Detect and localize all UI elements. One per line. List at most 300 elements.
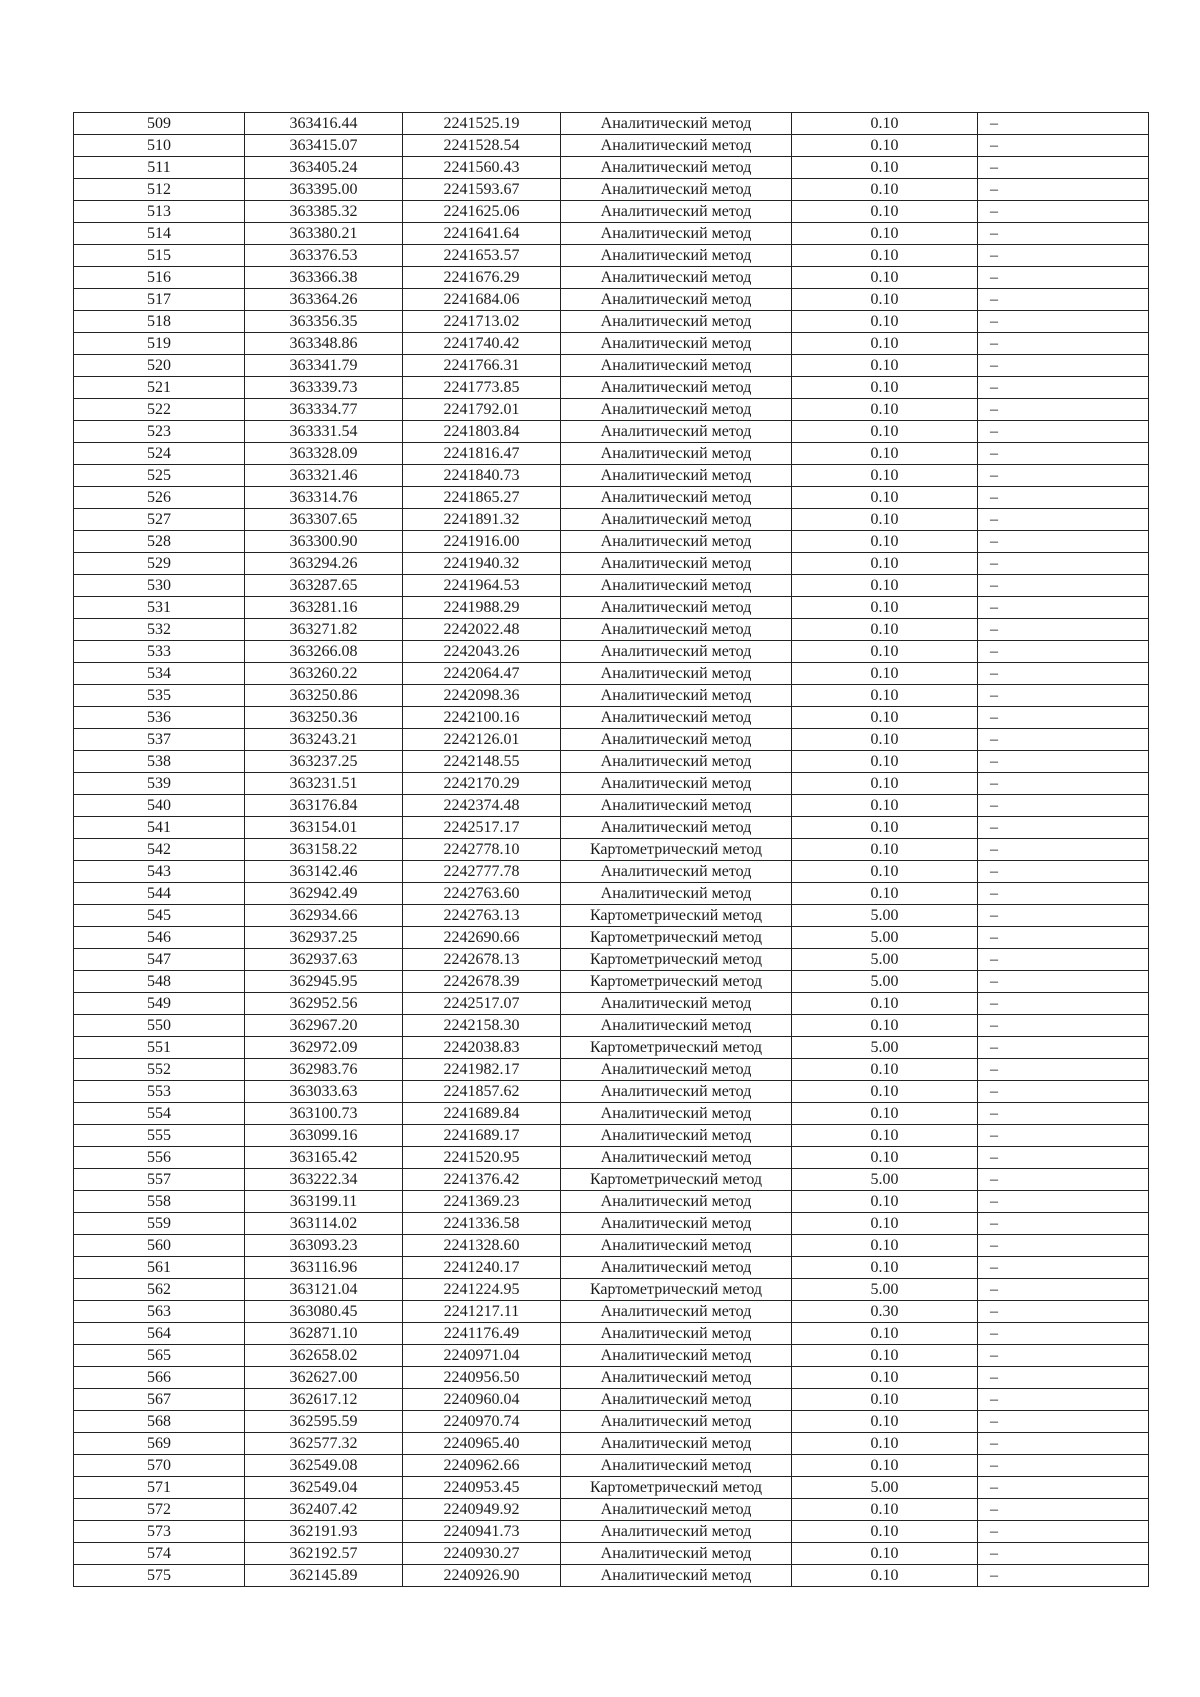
method-cell: Аналитический метод [561, 201, 792, 223]
x-coordinate-cell: 362549.04 [245, 1477, 403, 1499]
accuracy-cell: 0.10 [792, 377, 978, 399]
description-cell: – [978, 729, 1149, 751]
method-cell: Картометрический метод [561, 1169, 792, 1191]
description-cell: – [978, 1059, 1149, 1081]
method-cell: Аналитический метод [561, 509, 792, 531]
description-cell: – [978, 1213, 1149, 1235]
x-coordinate-cell: 363100.73 [245, 1103, 403, 1125]
description-cell: – [978, 685, 1149, 707]
description-cell: – [978, 1235, 1149, 1257]
y-coordinate-cell: 2240949.92 [403, 1499, 561, 1521]
accuracy-cell: 0.10 [792, 1499, 978, 1521]
point-number-cell: 539 [74, 773, 245, 795]
y-coordinate-cell: 2242763.60 [403, 883, 561, 905]
y-coordinate-cell: 2242678.39 [403, 971, 561, 993]
table-row [74, 267, 1149, 289]
point-number-cell: 568 [74, 1411, 245, 1433]
x-coordinate-cell: 363321.46 [245, 465, 403, 487]
table-row [74, 861, 1149, 883]
x-coordinate-cell: 363328.09 [245, 443, 403, 465]
y-coordinate-cell: 2242763.13 [403, 905, 561, 927]
y-coordinate-cell: 2241560.43 [403, 157, 561, 179]
x-coordinate-cell: 362972.09 [245, 1037, 403, 1059]
table-row [74, 993, 1149, 1015]
point-number-cell: 517 [74, 289, 245, 311]
accuracy-cell: 0.10 [792, 641, 978, 663]
y-coordinate-cell: 2242100.16 [403, 707, 561, 729]
x-coordinate-cell: 363116.96 [245, 1257, 403, 1279]
point-number-cell: 574 [74, 1543, 245, 1565]
table-row [74, 1169, 1149, 1191]
x-coordinate-cell: 362627.00 [245, 1367, 403, 1389]
table-row [74, 399, 1149, 421]
table-row [74, 465, 1149, 487]
accuracy-cell: 0.10 [792, 729, 978, 751]
accuracy-cell: 0.10 [792, 1257, 978, 1279]
method-cell: Аналитический метод [561, 267, 792, 289]
x-coordinate-cell: 362658.02 [245, 1345, 403, 1367]
accuracy-cell: 0.10 [792, 1455, 978, 1477]
table-row [74, 883, 1149, 905]
point-number-cell: 553 [74, 1081, 245, 1103]
method-cell: Аналитический метод [561, 465, 792, 487]
method-cell: Аналитический метод [561, 553, 792, 575]
y-coordinate-cell: 2241916.00 [403, 531, 561, 553]
x-coordinate-cell: 363334.77 [245, 399, 403, 421]
x-coordinate-cell: 362937.25 [245, 927, 403, 949]
x-coordinate-cell: 363341.79 [245, 355, 403, 377]
table-row [74, 1433, 1149, 1455]
point-number-cell: 543 [74, 861, 245, 883]
method-cell: Аналитический метод [561, 113, 792, 135]
table-row [74, 1499, 1149, 1521]
method-cell: Картометрический метод [561, 1037, 792, 1059]
method-cell: Аналитический метод [561, 883, 792, 905]
description-cell: – [978, 663, 1149, 685]
table-row [74, 795, 1149, 817]
table-row [74, 377, 1149, 399]
y-coordinate-cell: 2241625.06 [403, 201, 561, 223]
table-row [74, 113, 1149, 135]
description-cell: – [978, 1191, 1149, 1213]
method-cell: Аналитический метод [561, 1081, 792, 1103]
table-row [74, 355, 1149, 377]
accuracy-cell: 0.10 [792, 1367, 978, 1389]
description-cell: – [978, 531, 1149, 553]
point-number-cell: 526 [74, 487, 245, 509]
description-cell: – [978, 1477, 1149, 1499]
point-number-cell: 525 [74, 465, 245, 487]
table-row [74, 1543, 1149, 1565]
accuracy-cell: 0.10 [792, 1235, 978, 1257]
table-row [74, 201, 1149, 223]
x-coordinate-cell: 362407.42 [245, 1499, 403, 1521]
accuracy-cell: 0.10 [792, 1323, 978, 1345]
method-cell: Аналитический метод [561, 817, 792, 839]
accuracy-cell: 0.10 [792, 355, 978, 377]
y-coordinate-cell: 2241240.17 [403, 1257, 561, 1279]
description-cell: – [978, 1565, 1149, 1587]
description-cell: – [978, 817, 1149, 839]
method-cell: Аналитический метод [561, 1345, 792, 1367]
point-number-cell: 512 [74, 179, 245, 201]
method-cell: Аналитический метод [561, 1433, 792, 1455]
y-coordinate-cell: 2241988.29 [403, 597, 561, 619]
x-coordinate-cell: 362952.56 [245, 993, 403, 1015]
table-row [74, 597, 1149, 619]
x-coordinate-cell: 363300.90 [245, 531, 403, 553]
table-row [74, 1081, 1149, 1103]
x-coordinate-cell: 363294.26 [245, 553, 403, 575]
method-cell: Картометрический метод [561, 905, 792, 927]
x-coordinate-cell: 363250.86 [245, 685, 403, 707]
y-coordinate-cell: 2241792.01 [403, 399, 561, 421]
accuracy-cell: 0.10 [792, 751, 978, 773]
description-cell: – [978, 487, 1149, 509]
description-cell: – [978, 421, 1149, 443]
method-cell: Аналитический метод [561, 355, 792, 377]
y-coordinate-cell: 2242374.48 [403, 795, 561, 817]
table-row [74, 707, 1149, 729]
method-cell: Картометрический метод [561, 949, 792, 971]
method-cell: Аналитический метод [561, 1367, 792, 1389]
description-cell: – [978, 751, 1149, 773]
description-cell: – [978, 1103, 1149, 1125]
table-row [74, 1235, 1149, 1257]
x-coordinate-cell: 363093.23 [245, 1235, 403, 1257]
method-cell: Аналитический метод [561, 1323, 792, 1345]
y-coordinate-cell: 2242064.47 [403, 663, 561, 685]
accuracy-cell: 0.10 [792, 1103, 978, 1125]
y-coordinate-cell: 2242690.66 [403, 927, 561, 949]
method-cell: Аналитический метод [561, 1103, 792, 1125]
point-number-cell: 572 [74, 1499, 245, 1521]
method-cell: Картометрический метод [561, 839, 792, 861]
accuracy-cell: 0.10 [792, 883, 978, 905]
description-cell: – [978, 861, 1149, 883]
table-row [74, 1411, 1149, 1433]
description-cell: – [978, 1499, 1149, 1521]
method-cell: Картометрический метод [561, 927, 792, 949]
x-coordinate-cell: 362871.10 [245, 1323, 403, 1345]
table-row [74, 685, 1149, 707]
accuracy-cell: 0.10 [792, 267, 978, 289]
description-cell: – [978, 1125, 1149, 1147]
description-cell: – [978, 355, 1149, 377]
accuracy-cell: 0.10 [792, 707, 978, 729]
description-cell: – [978, 927, 1149, 949]
y-coordinate-cell: 2241684.06 [403, 289, 561, 311]
method-cell: Аналитический метод [561, 399, 792, 421]
y-coordinate-cell: 2241740.42 [403, 333, 561, 355]
accuracy-cell: 5.00 [792, 1037, 978, 1059]
method-cell: Аналитический метод [561, 1543, 792, 1565]
x-coordinate-cell: 363395.00 [245, 179, 403, 201]
table-row [74, 575, 1149, 597]
x-coordinate-cell: 363114.02 [245, 1213, 403, 1235]
point-number-cell: 561 [74, 1257, 245, 1279]
method-cell: Аналитический метод [561, 1521, 792, 1543]
y-coordinate-cell: 2241336.58 [403, 1213, 561, 1235]
y-coordinate-cell: 2241940.32 [403, 553, 561, 575]
accuracy-cell: 0.10 [792, 993, 978, 1015]
accuracy-cell: 0.10 [792, 223, 978, 245]
description-cell: – [978, 223, 1149, 245]
method-cell: Аналитический метод [561, 421, 792, 443]
point-number-cell: 567 [74, 1389, 245, 1411]
x-coordinate-cell: 363339.73 [245, 377, 403, 399]
description-cell: – [978, 949, 1149, 971]
point-number-cell: 511 [74, 157, 245, 179]
accuracy-cell: 0.10 [792, 1433, 978, 1455]
x-coordinate-cell: 363121.04 [245, 1279, 403, 1301]
x-coordinate-cell: 362145.89 [245, 1565, 403, 1587]
description-cell: – [978, 619, 1149, 641]
table-row [74, 1125, 1149, 1147]
y-coordinate-cell: 2242158.30 [403, 1015, 561, 1037]
y-coordinate-cell: 2241369.23 [403, 1191, 561, 1213]
method-cell: Аналитический метод [561, 289, 792, 311]
x-coordinate-cell: 363416.44 [245, 113, 403, 135]
x-coordinate-cell: 363266.08 [245, 641, 403, 663]
description-cell: – [978, 597, 1149, 619]
table-row [74, 135, 1149, 157]
method-cell: Аналитический метод [561, 531, 792, 553]
y-coordinate-cell: 2240941.73 [403, 1521, 561, 1543]
y-coordinate-cell: 2241676.29 [403, 267, 561, 289]
table-row [74, 1301, 1149, 1323]
y-coordinate-cell: 2241176.49 [403, 1323, 561, 1345]
accuracy-cell: 0.10 [792, 1521, 978, 1543]
y-coordinate-cell: 2242038.83 [403, 1037, 561, 1059]
method-cell: Аналитический метод [561, 773, 792, 795]
accuracy-cell: 5.00 [792, 949, 978, 971]
point-number-cell: 536 [74, 707, 245, 729]
table-row [74, 1367, 1149, 1389]
accuracy-cell: 5.00 [792, 927, 978, 949]
method-cell: Аналитический метод [561, 377, 792, 399]
point-number-cell: 519 [74, 333, 245, 355]
table-row [74, 1521, 1149, 1543]
accuracy-cell: 0.10 [792, 1081, 978, 1103]
point-number-cell: 510 [74, 135, 245, 157]
accuracy-cell: 0.10 [792, 575, 978, 597]
description-cell: – [978, 1455, 1149, 1477]
x-coordinate-cell: 362942.49 [245, 883, 403, 905]
description-cell: – [978, 1367, 1149, 1389]
accuracy-cell: 0.10 [792, 1147, 978, 1169]
point-number-cell: 549 [74, 993, 245, 1015]
accuracy-cell: 0.10 [792, 443, 978, 465]
method-cell: Аналитический метод [561, 487, 792, 509]
y-coordinate-cell: 2241840.73 [403, 465, 561, 487]
point-number-cell: 556 [74, 1147, 245, 1169]
description-cell: – [978, 377, 1149, 399]
point-number-cell: 564 [74, 1323, 245, 1345]
method-cell: Аналитический метод [561, 641, 792, 663]
x-coordinate-cell: 362192.57 [245, 1543, 403, 1565]
accuracy-cell: 0.10 [792, 619, 978, 641]
table-row [74, 1059, 1149, 1081]
table-row [74, 1565, 1149, 1587]
table-row [74, 179, 1149, 201]
description-cell: – [978, 839, 1149, 861]
description-cell: – [978, 113, 1149, 135]
point-number-cell: 520 [74, 355, 245, 377]
description-cell: – [978, 311, 1149, 333]
point-number-cell: 531 [74, 597, 245, 619]
table-row [74, 905, 1149, 927]
description-cell: – [978, 1301, 1149, 1323]
method-cell: Аналитический метод [561, 135, 792, 157]
point-number-cell: 509 [74, 113, 245, 135]
table-row [74, 1279, 1149, 1301]
y-coordinate-cell: 2241525.19 [403, 113, 561, 135]
description-cell: – [978, 179, 1149, 201]
accuracy-cell: 0.10 [792, 553, 978, 575]
y-coordinate-cell: 2241593.67 [403, 179, 561, 201]
method-cell: Аналитический метод [561, 1301, 792, 1323]
accuracy-cell: 0.10 [792, 1191, 978, 1213]
description-cell: – [978, 1433, 1149, 1455]
table-row [74, 949, 1149, 971]
point-number-cell: 552 [74, 1059, 245, 1081]
table-row [74, 443, 1149, 465]
method-cell: Аналитический метод [561, 1389, 792, 1411]
description-cell: – [978, 1345, 1149, 1367]
description-cell: – [978, 883, 1149, 905]
method-cell: Аналитический метод [561, 245, 792, 267]
point-number-cell: 537 [74, 729, 245, 751]
table-row [74, 641, 1149, 663]
method-cell: Аналитический метод [561, 751, 792, 773]
point-number-cell: 522 [74, 399, 245, 421]
point-number-cell: 558 [74, 1191, 245, 1213]
accuracy-cell: 0.10 [792, 113, 978, 135]
table-row [74, 553, 1149, 575]
table-row [74, 487, 1149, 509]
x-coordinate-cell: 362191.93 [245, 1521, 403, 1543]
method-cell: Аналитический метод [561, 1015, 792, 1037]
description-cell: – [978, 1169, 1149, 1191]
point-number-cell: 515 [74, 245, 245, 267]
y-coordinate-cell: 2241689.84 [403, 1103, 561, 1125]
description-cell: – [978, 993, 1149, 1015]
accuracy-cell: 0.10 [792, 157, 978, 179]
y-coordinate-cell: 2240926.90 [403, 1565, 561, 1587]
table-row [74, 1257, 1149, 1279]
point-number-cell: 530 [74, 575, 245, 597]
x-coordinate-cell: 363287.65 [245, 575, 403, 597]
x-coordinate-cell: 363243.21 [245, 729, 403, 751]
x-coordinate-cell: 363385.32 [245, 201, 403, 223]
table-row [74, 157, 1149, 179]
point-number-cell: 547 [74, 949, 245, 971]
accuracy-cell: 0.10 [792, 289, 978, 311]
y-coordinate-cell: 2241528.54 [403, 135, 561, 157]
point-number-cell: 541 [74, 817, 245, 839]
method-cell: Аналитический метод [561, 619, 792, 641]
y-coordinate-cell: 2240953.45 [403, 1477, 561, 1499]
table-row [74, 289, 1149, 311]
point-number-cell: 532 [74, 619, 245, 641]
accuracy-cell: 0.10 [792, 839, 978, 861]
method-cell: Аналитический метод [561, 223, 792, 245]
accuracy-cell: 5.00 [792, 1477, 978, 1499]
description-cell: – [978, 773, 1149, 795]
description-cell: – [978, 905, 1149, 927]
table-row [74, 1037, 1149, 1059]
description-cell: – [978, 1257, 1149, 1279]
description-cell: – [978, 707, 1149, 729]
x-coordinate-cell: 362983.76 [245, 1059, 403, 1081]
accuracy-cell: 0.10 [792, 861, 978, 883]
point-number-cell: 544 [74, 883, 245, 905]
point-number-cell: 555 [74, 1125, 245, 1147]
method-cell: Аналитический метод [561, 795, 792, 817]
x-coordinate-cell: 363314.76 [245, 487, 403, 509]
x-coordinate-cell: 362549.08 [245, 1455, 403, 1477]
accuracy-cell: 5.00 [792, 1279, 978, 1301]
method-cell: Картометрический метод [561, 1279, 792, 1301]
coordinates-table-body [74, 113, 1149, 1587]
x-coordinate-cell: 363348.86 [245, 333, 403, 355]
accuracy-cell: 0.10 [792, 1389, 978, 1411]
method-cell: Аналитический метод [561, 575, 792, 597]
accuracy-cell: 0.10 [792, 421, 978, 443]
y-coordinate-cell: 2241964.53 [403, 575, 561, 597]
y-coordinate-cell: 2242043.26 [403, 641, 561, 663]
coordinates-table [73, 112, 1149, 1587]
point-number-cell: 573 [74, 1521, 245, 1543]
accuracy-cell: 0.10 [792, 509, 978, 531]
y-coordinate-cell: 2240962.66 [403, 1455, 561, 1477]
table-row [74, 421, 1149, 443]
method-cell: Аналитический метод [561, 179, 792, 201]
table-row [74, 509, 1149, 531]
point-number-cell: 518 [74, 311, 245, 333]
method-cell: Аналитический метод [561, 1565, 792, 1587]
method-cell: Аналитический метод [561, 1147, 792, 1169]
table-row [74, 839, 1149, 861]
y-coordinate-cell: 2242170.29 [403, 773, 561, 795]
x-coordinate-cell: 363099.16 [245, 1125, 403, 1147]
description-cell: – [978, 1543, 1149, 1565]
y-coordinate-cell: 2241689.17 [403, 1125, 561, 1147]
y-coordinate-cell: 2240960.04 [403, 1389, 561, 1411]
table-row [74, 245, 1149, 267]
accuracy-cell: 0.10 [792, 465, 978, 487]
table-row [74, 223, 1149, 245]
point-number-cell: 571 [74, 1477, 245, 1499]
x-coordinate-cell: 363176.84 [245, 795, 403, 817]
point-number-cell: 521 [74, 377, 245, 399]
table-row [74, 1389, 1149, 1411]
accuracy-cell: 0.10 [792, 333, 978, 355]
table-row [74, 1477, 1149, 1499]
accuracy-cell: 0.10 [792, 179, 978, 201]
y-coordinate-cell: 2242098.36 [403, 685, 561, 707]
x-coordinate-cell: 362617.12 [245, 1389, 403, 1411]
point-number-cell: 529 [74, 553, 245, 575]
y-coordinate-cell: 2242022.48 [403, 619, 561, 641]
y-coordinate-cell: 2242517.07 [403, 993, 561, 1015]
accuracy-cell: 5.00 [792, 971, 978, 993]
x-coordinate-cell: 362937.63 [245, 949, 403, 971]
y-coordinate-cell: 2241224.95 [403, 1279, 561, 1301]
point-number-cell: 538 [74, 751, 245, 773]
point-number-cell: 551 [74, 1037, 245, 1059]
